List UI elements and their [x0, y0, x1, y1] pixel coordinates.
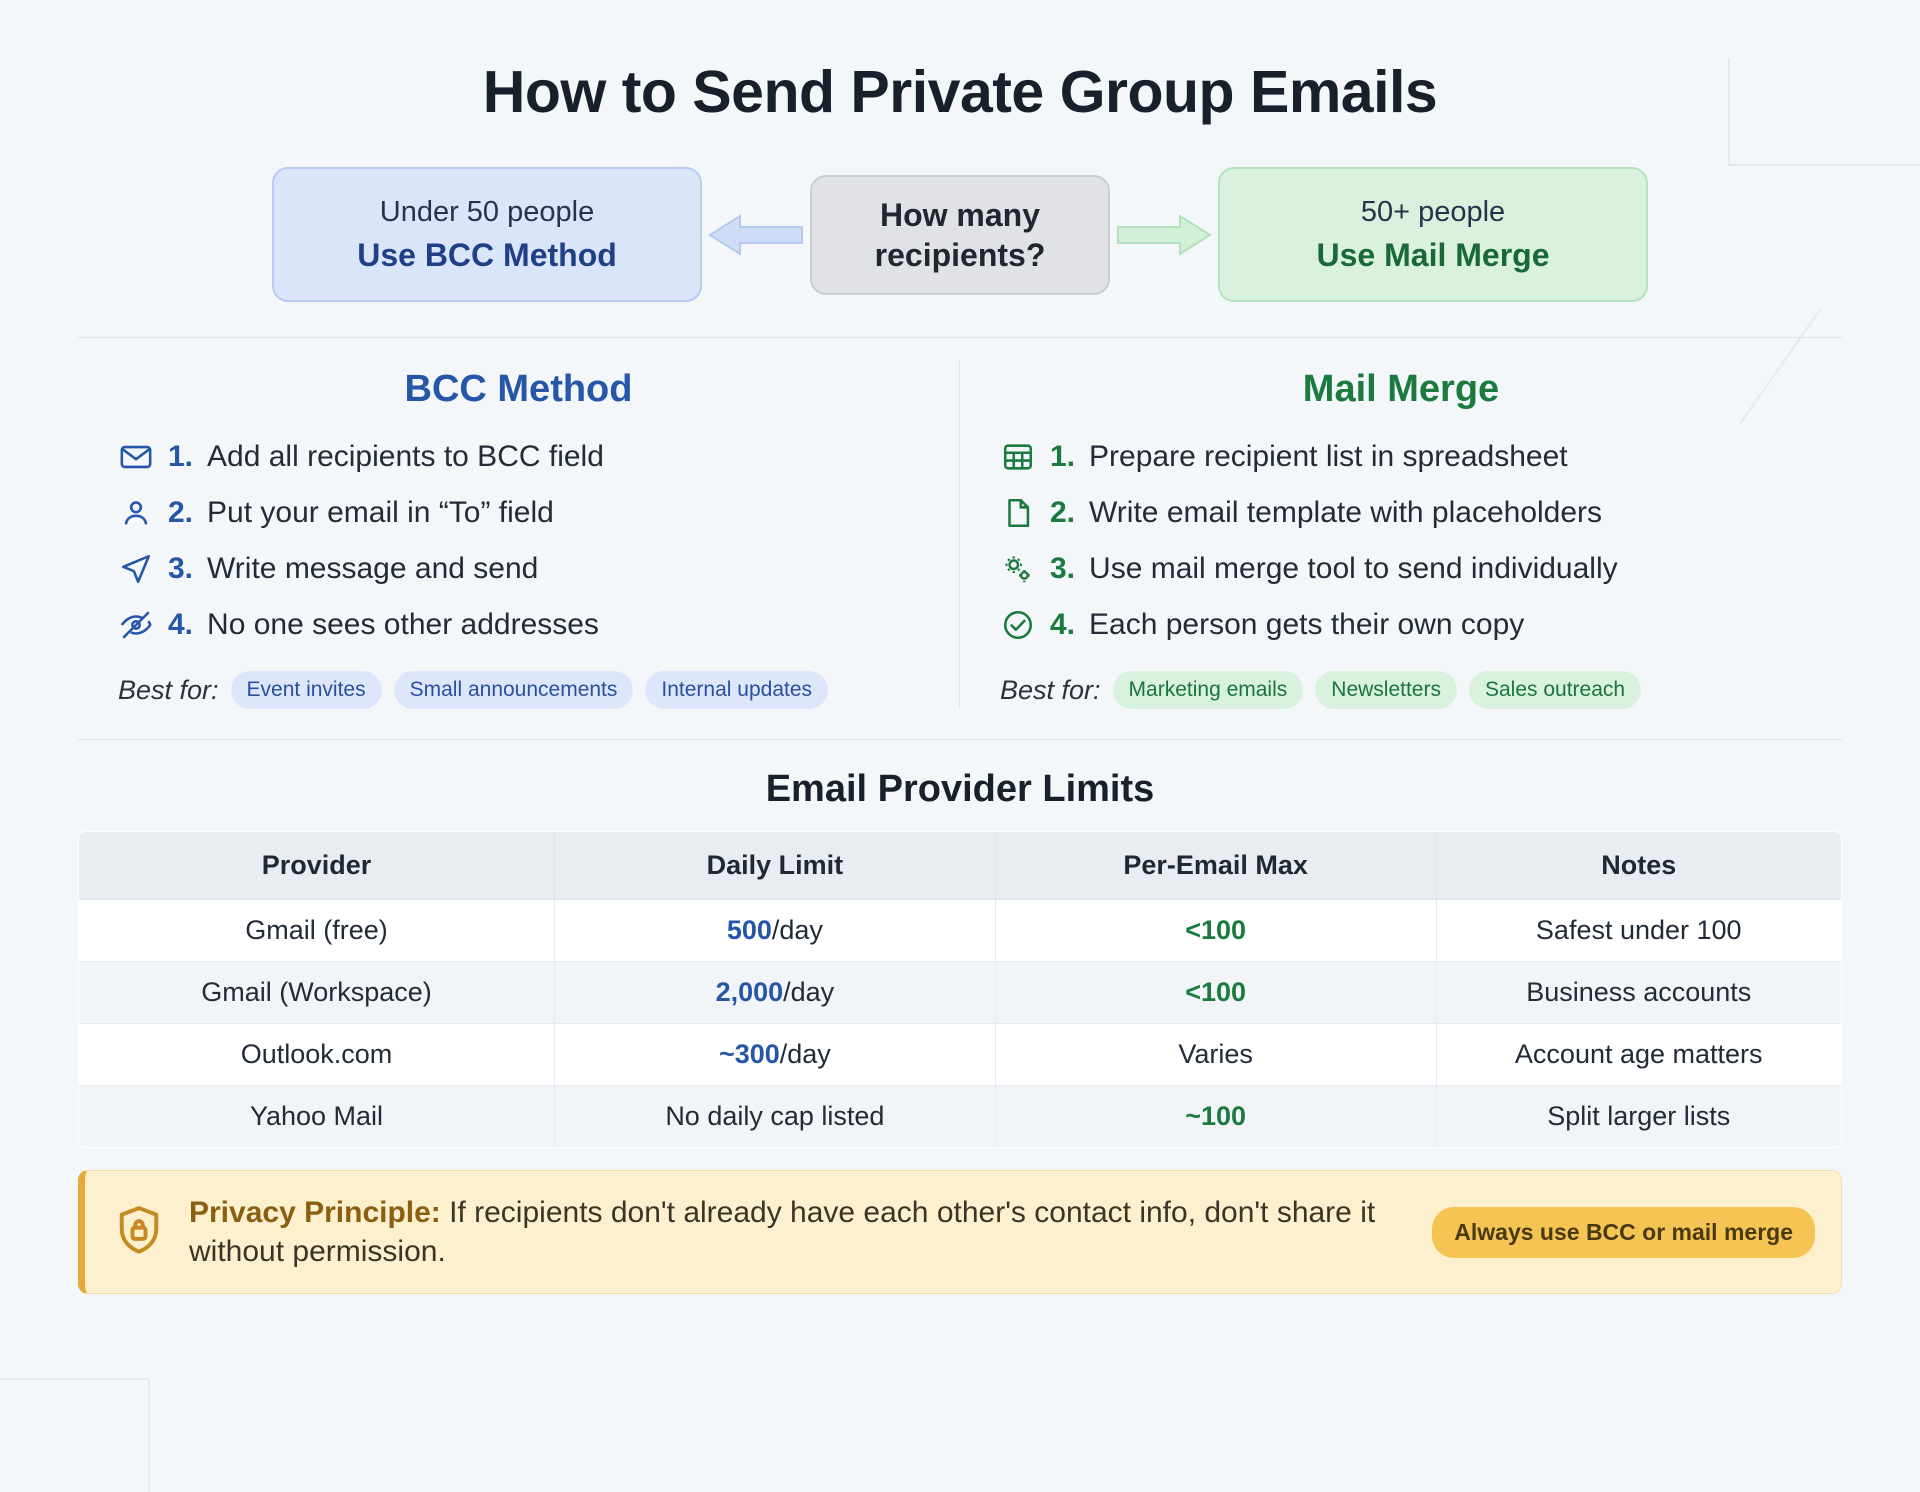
method-mailmerge-step-4 [986, 597, 1816, 653]
decision-option-bcc-condition: Under 50 people [379, 196, 595, 229]
method-mailmerge-step-4-number: 4. [1050, 608, 1076, 641]
divider-bottom [78, 739, 1842, 740]
infographic-root [0, 58, 1920, 1492]
table-col-notes: Notes [1436, 832, 1842, 900]
privacy-callout-body: If recipients don't already have each other's contact info, don't share it without permission. [189, 1196, 1376, 1268]
decision-option-mailmerge-action: Use Mail Merge [1316, 236, 1550, 273]
cell-provider: Yahoo Mail [79, 1086, 555, 1148]
method-bcc-step-3 [104, 541, 933, 597]
privacy-callout-lead: Privacy Principle: [189, 1196, 441, 1229]
eye-off-icon [118, 607, 154, 643]
cell-daily-limit [555, 1086, 996, 1148]
method-bcc-bestfor [104, 671, 933, 709]
cell-provider: Gmail (Workspace) [79, 962, 555, 1024]
provider-limits-table [78, 831, 1842, 1148]
document-icon [1000, 495, 1036, 531]
cell-daily-limit-value: No daily cap listed [665, 1101, 885, 1131]
decision-question-line1: How many [879, 196, 1041, 233]
method-mailmerge-step-2-number: 2. [1050, 496, 1076, 529]
privacy-callout-text [189, 1193, 1410, 1271]
spreadsheet-icon [1000, 439, 1036, 475]
method-mailmerge-step-2-text: Write email template with placeholders [1089, 496, 1603, 529]
cell-per-email-max: <100 [995, 900, 1436, 962]
privacy-callout [78, 1170, 1842, 1294]
method-bcc-step-1-text: Add all recipients to BCC field [207, 440, 604, 473]
decision-option-bcc [272, 167, 702, 302]
method-mailmerge-step-3 [986, 541, 1816, 597]
method-mailmerge-step-3-number: 3. [1050, 552, 1076, 585]
method-bcc-step-4-text: No one sees other addresses [207, 608, 599, 641]
cell-notes: Business accounts [1436, 962, 1842, 1024]
cell-provider: Outlook.com [79, 1024, 555, 1086]
method-mailmerge-bestfor [986, 671, 1816, 709]
cell-daily-limit [555, 900, 996, 962]
shield-lock-icon [111, 1202, 167, 1263]
privacy-callout-badge: Always use BCC or mail merge [1432, 1207, 1815, 1258]
cell-daily-limit-suffix: /day [771, 915, 823, 945]
cell-daily-limit [555, 962, 996, 1024]
cell-daily-limit-value: 500 [726, 915, 772, 945]
cell-notes: Safest under 100 [1436, 900, 1842, 962]
table-col-provider: Provider [79, 832, 555, 900]
method-bcc-step-4 [104, 597, 933, 653]
table-row [79, 1086, 1842, 1148]
person-icon [118, 495, 154, 531]
arrow-right-icon [1110, 212, 1218, 258]
cell-per-email-max: <100 [995, 962, 1436, 1024]
method-bcc-chip-3: Internal updates [645, 671, 828, 709]
decision-question [810, 175, 1110, 295]
cell-daily-limit-suffix: /day [779, 1039, 831, 1069]
method-bcc-heading: BCC Method [404, 368, 633, 410]
cell-daily-limit-value: 2,000 [715, 977, 784, 1007]
method-mailmerge-step-1-number: 1. [1050, 440, 1076, 473]
arrow-left-icon [702, 212, 810, 258]
method-mailmerge-step-2 [986, 485, 1816, 541]
method-mailmerge-step-1-text: Prepare recipient list in spreadsheet [1089, 440, 1568, 473]
method-bcc-step-2-number: 2. [168, 496, 194, 529]
cell-provider: Gmail (free) [79, 900, 555, 962]
method-bcc-step-1-number: 1. [168, 440, 194, 473]
decision-question-line2: recipients? [874, 236, 1046, 273]
method-mailmerge-bestfor-label: Best for: [1000, 674, 1101, 705]
method-bcc-step-3-number: 3. [168, 552, 194, 585]
method-bcc-chip-2: Small announcements [394, 671, 634, 709]
table-title: Email Provider Limits [765, 768, 1155, 810]
method-bcc-step-4-number: 4. [168, 608, 194, 641]
method-bcc-step-3-text: Write message and send [207, 552, 539, 585]
table-row [79, 900, 1842, 962]
method-bcc-step-2 [104, 485, 933, 541]
method-mailmerge-steps [986, 429, 1816, 653]
table-row [79, 1024, 1842, 1086]
method-bcc-step-1 [104, 429, 933, 485]
method-mailmerge-step-4-text: Each person gets their own copy [1089, 608, 1525, 641]
decision-option-mailmerge-condition: 50+ people [1360, 196, 1506, 229]
table-col-per-email-max: Per-Email Max [995, 832, 1436, 900]
table-row [79, 962, 1842, 1024]
cell-daily-limit-value: ~300 [718, 1039, 780, 1069]
cell-per-email-max: ~100 [995, 1086, 1436, 1148]
method-bcc-bestfor-label: Best for: [118, 674, 219, 705]
check-circle-icon [1000, 607, 1036, 643]
envelope-icon [118, 439, 154, 475]
page-title: How to Send Private Group Emails [482, 59, 1438, 125]
table-col-daily-limit: Daily Limit [555, 832, 996, 900]
method-bcc-step-2-text: Put your email in “To” field [207, 496, 554, 529]
method-mailmerge [960, 360, 1842, 709]
method-mailmerge-heading: Mail Merge [1302, 368, 1500, 410]
cell-notes: Split larger lists [1547, 1101, 1731, 1131]
decision-option-mailmerge [1218, 167, 1648, 302]
cell-per-email-max: Varies [995, 1024, 1436, 1086]
method-mailmerge-chip-2: Newsletters [1315, 671, 1457, 709]
gears-icon [1000, 551, 1036, 587]
method-mailmerge-step-3-text: Use mail merge tool to send individually [1089, 552, 1618, 585]
method-bcc [78, 360, 960, 709]
send-icon [118, 551, 154, 587]
cell-daily-limit-suffix: /day [783, 977, 835, 1007]
method-mailmerge-step-1 [986, 429, 1816, 485]
decision-option-bcc-action: Use BCC Method [357, 236, 617, 273]
cell-notes: Account age matters [1436, 1024, 1842, 1086]
table-header-row [79, 832, 1842, 900]
methods-section [78, 360, 1842, 709]
method-mailmerge-chip-1: Marketing emails [1113, 671, 1304, 709]
method-bcc-steps [104, 429, 933, 653]
method-bcc-chip-1: Event invites [231, 671, 382, 709]
cell-daily-limit [555, 1024, 996, 1086]
method-mailmerge-chip-3: Sales outreach [1469, 671, 1641, 709]
divider-top [78, 337, 1842, 338]
decision-flow [78, 162, 1842, 307]
